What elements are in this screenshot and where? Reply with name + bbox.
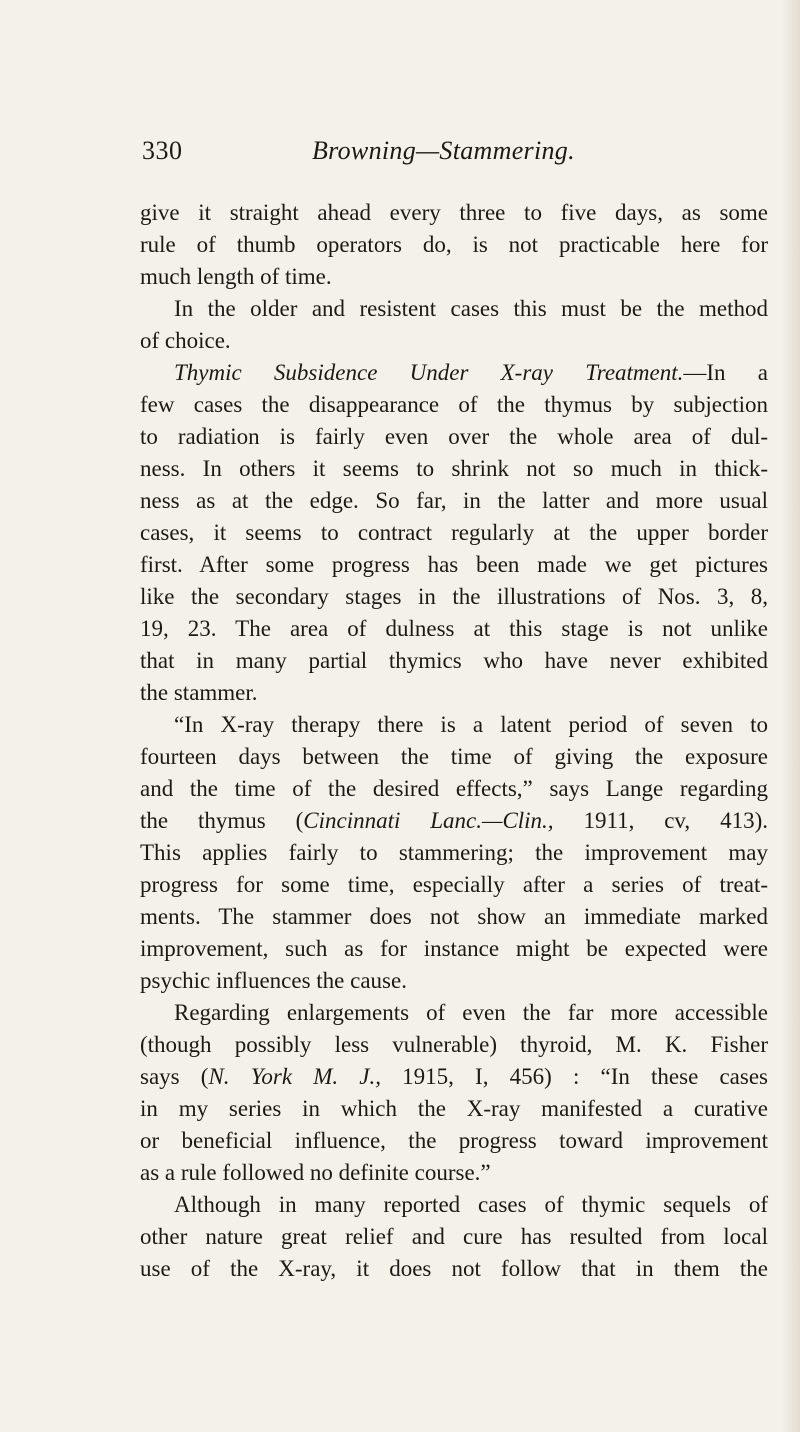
text-line: use of the X-ray, it does not follow that in them the — [140, 1256, 768, 1281]
text-line: the stammer. — [140, 680, 258, 705]
citation-line — [140, 805, 768, 837]
page-number: 330 — [142, 136, 183, 165]
text-line: “In X-ray therapy there is a latent period of seven to — [174, 712, 768, 737]
text-line: like the secondary stages in the illustrations of Nos. 3, 8, — [140, 584, 768, 609]
text-line: as a rule followed no definite course.” — [140, 1160, 491, 1185]
section-heading-line — [140, 357, 768, 389]
text-line: progress for some time, especially after a series of treat- — [140, 872, 768, 897]
text-line: psychic influences the cause. — [140, 968, 407, 993]
text-line: or beneficial influence, the progress toward improvement — [140, 1128, 768, 1153]
running-title: Browning—Stammering. — [312, 136, 575, 165]
journal-citation: Cincinnati Lanc.—Clin., — [303, 808, 554, 833]
text-line: first. After some progress has been made we get pictures — [140, 552, 768, 577]
text-fragment: —In a — [683, 360, 768, 385]
citation-line — [140, 1061, 768, 1093]
text-line: few cases the disappearance of the thymus by subjection — [140, 392, 768, 417]
text-line: that in many partial thymics who have never exhibited — [140, 648, 768, 673]
text-line: ness as at the edge. So far, in the latter and more usual — [140, 488, 768, 513]
text-line: Regarding enlargements of even the far more accessible — [174, 1000, 768, 1025]
body-text — [140, 197, 768, 1285]
text-line: fourteen days between the time of giving the exposure — [140, 744, 768, 769]
text-line: 19, 23. The area of dulness at this stage is not unlike — [140, 616, 768, 641]
text-line: In the older and resistent cases this must be the method — [174, 296, 768, 321]
text-fragment: says ( — [140, 1064, 209, 1089]
page-edge-shadow — [782, 0, 800, 1432]
text-line: to radiation is fairly even over the whole area of dul- — [140, 424, 768, 449]
text-line: improvement, such as for instance might be expected were — [140, 936, 768, 961]
text-fragment: the thymus ( — [140, 808, 304, 833]
text-line: in my series in which the X-ray manifested a curative — [140, 1096, 768, 1121]
text-line: cases, it seems to contract regularly at the upper border — [140, 520, 768, 545]
text-line: Although in many reported cases of thymic sequels of — [174, 1192, 768, 1217]
text-line: ness. In others it seems to shrink not so much in thick- — [140, 456, 768, 481]
text-line: and the time of the desired effects,” says Lange regarding — [140, 776, 768, 801]
text-fragment: 1915, I, 456) : “In these cases — [380, 1064, 768, 1089]
text-line: ments. The stammer does not show an immediate marked — [140, 904, 768, 929]
text-line: rule of thumb operators do, is not practicable here for — [140, 232, 768, 257]
text-line: (though possibly less vulnerable) thyroid, M. K. Fisher — [140, 1032, 768, 1057]
text-line: of choice. — [140, 328, 231, 353]
text-fragment: 1911, cv, 413). — [553, 808, 768, 833]
running-header — [142, 134, 762, 168]
text-line: This applies fairly to stammering; the improvement may — [140, 840, 768, 865]
text-line: other nature great relief and cure has resulted from local — [140, 1224, 768, 1249]
text-line: give it straight ahead every three to five days, as some — [140, 200, 768, 225]
journal-citation: N. York M. J., — [208, 1064, 381, 1089]
section-heading: Thymic Subsidence Under X-ray Treatment. — [174, 360, 684, 385]
text-line: much length of time. — [140, 264, 332, 289]
